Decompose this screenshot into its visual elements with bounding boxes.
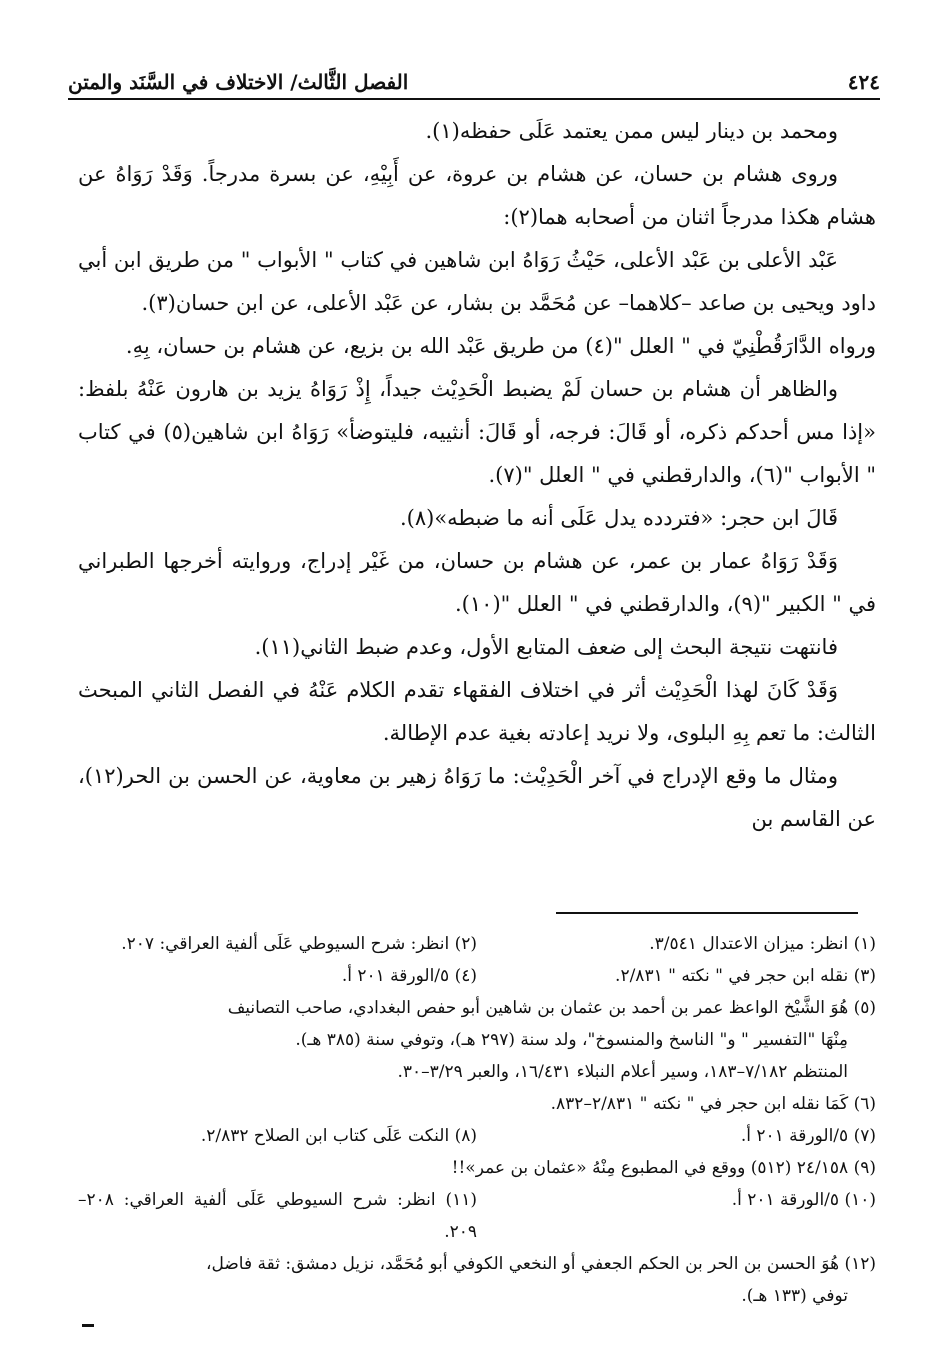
- footnote-row: [78, 960, 876, 992]
- footnote-row: [78, 1120, 876, 1152]
- footnote-12: (١٢) هُوَ الحسن بن الحر بن الحكم الجعفي أو النخعي الكوفي أبو مُحَمَّد، نزيل دمشق: ثقة فاضل،: [205, 1254, 876, 1274]
- footnote-row: [78, 1184, 876, 1248]
- footnotes: [78, 928, 876, 1312]
- paragraph-10: ومثال ما وقع الإدراج في آخر الْحَدِيْث: ما رَوَاهُ زهير بن معاوية، عن الحسن بن الحر(١٢)، عن القاسم بن: [78, 764, 876, 831]
- footnote-5-sources: المنتظم ٧/١٨٢–١٨٣، وسير أعلام النبلاء ١٦/٤٣١، والعبر ٣/٢٩–٣٠.: [397, 1062, 848, 1082]
- footnote-3: (٣) نقله ابن حجر في " نكته " ٢/٨٣١.: [615, 966, 876, 986]
- paragraph-6: قَالَ ابن حجر: «فتردده يدل عَلَى أنه ما ضبطه»(٨).: [399, 506, 838, 530]
- paragraph-9: وَقَدْ كَانَ لهذا الْحَدِيْث أثر في اختلاف الفقهاء تقدم الكلام عَنْهُ في الفصل الثاني المبحث الثالث: ما تعم بِهِ البلوى، ولا نريد إعادته بغية عدم الإطالة.: [78, 678, 876, 745]
- footnote-10: (١٠) ٥/الورقة ٢٠١ أ.: [731, 1190, 876, 1210]
- paragraph-4: ورواه الدَّارَقُطْنِيّ في " العلل "(٤) من طريق عَبْد الله بن بزيع، عن هشام بن حسان، بِهِ.: [125, 334, 876, 358]
- paragraph-7: وَقَدْ رَوَاهُ عمار بن عمر، عن هشام بن حسان، من غَيْر إدراج، وروايته أخرجها الطبراني في " الكبير "(٩)، والدارقطني في " العلل "(١٠).: [78, 549, 876, 616]
- paragraph-5: والظاهر أن هشام بن حسان لَمْ يضبط الْحَدِيْث جيداً، إِذْ رَوَاهُ يزيد بن هارون عَنْهُ بلفظ: «إذا مس أحدكم ذكره، أو قَالَ: فرجه، أو قَالَ: أنثييه، فليتوضأ» رَوَاهُ ابن شاهين(٥) في كتاب " الأبواب "(٦)، والدارقطني في " العلل "(٧).: [78, 377, 876, 487]
- footnote-2: (٢) انظر: شرح السيوطي عَلَى ألفية العراقي: ٢٠٧.: [121, 934, 477, 954]
- running-title: الفصل الثَّالث/ الاختلاف في السَّنَد والمتن: [68, 70, 409, 94]
- paragraph-3: عَبْد الأعلى بن عَبْد الأعلى، حَيْثُ رَوَاهُ ابن شاهين في كتاب " الأبواب " من طريق ابن أبي داود ويحيى بن صاعد –كلاهما– عن مُحَمَّد بن بشار، عن عَبْد الأعلى، عن ابن حسان(٣).: [78, 248, 876, 315]
- paragraph-8: فانتهت نتيجة البحث إلى ضعف المتابع الأول، وعدم ضبط الثاني(١١).: [254, 635, 838, 659]
- footnote-5: (٥) هُوَ الشَّيْخ الواعظ عمر بن أحمد بن عثمان بن شاهين أبو حفص البغدادي، صاحب التصانيف: [227, 998, 876, 1018]
- paragraph-1: ومحمد بن دينار ليس ممن يعتمد عَلَى حفظه(١).: [425, 119, 838, 143]
- footnote-separator: [556, 912, 858, 914]
- page-number: ٤٢٤: [847, 70, 880, 94]
- footnote-1: (١) انظر: ميزان الاعتدال ٣/٥٤١.: [649, 934, 876, 954]
- footnote-12-continued: توفي (١٣٣ هـ).: [741, 1286, 848, 1306]
- footnote-row: [78, 928, 876, 960]
- footnote-5-continued: مِنْهَا "التفسير " و" الناسخ والمنسوخ"، ولد سنة (٢٩٧ هـ)، وتوفي سنة (٣٨٥ هـ).: [295, 1030, 848, 1050]
- footnote-7: (٧) ٥/الورقة ٢٠١ أ.: [740, 1126, 876, 1146]
- footnote-11: (١١) انظر: شرح السيوطي عَلَى ألفية العراقي: ٢٠٨–٢٠٩.: [78, 1190, 477, 1242]
- footnote-9: (٩) ٢٤/١٥٨ (٥١٢) ووقع في المطبوع مِنْهُ «عثمان بن عمر»!!: [451, 1158, 876, 1178]
- page-header: [68, 62, 880, 100]
- footnote-6: (٦) كَمَا نقله ابن حجر في " نكته " ٢/٨٣١–٨٣٢.: [550, 1094, 876, 1114]
- page-mark: [82, 1324, 94, 1327]
- footnote-8: (٨) النكت عَلَى كتاب ابن الصلاح ٢/٨٣٢.: [200, 1126, 477, 1146]
- main-text: [78, 110, 876, 841]
- footnote-4: (٤) ٥/الورقة ٢٠١ أ.: [341, 966, 477, 986]
- paragraph-2: وروى هشام بن حسان، عن هشام بن عروة، عن أَبِيْهِ، عن بسرة مدرجاً. وَقَدْ رَوَاهُ عن هشام هكذا مدرجاً اثنان من أصحابه هما(٢):: [78, 162, 876, 229]
